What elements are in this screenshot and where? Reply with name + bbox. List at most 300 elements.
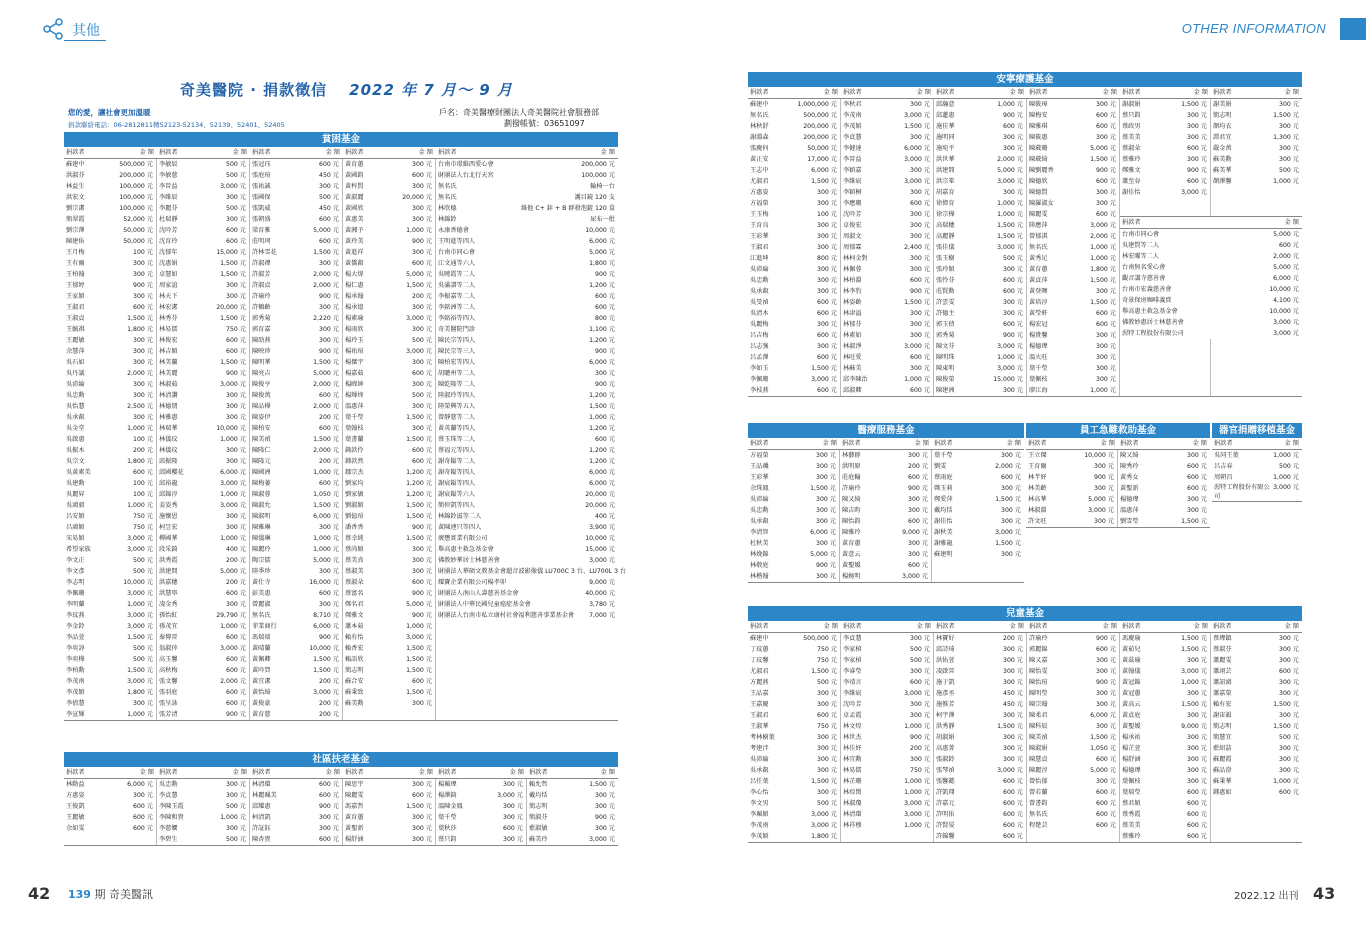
donation-amount: 450 元 <box>1003 690 1023 697</box>
donation-row <box>934 677 1026 688</box>
donation-amount: 300 元 <box>412 836 432 843</box>
section-title: 社區扶老基金 <box>64 752 618 767</box>
donation-amount: 1,500 元 <box>997 723 1023 730</box>
donation-row <box>157 610 249 621</box>
donor-name: 林儀玟 <box>159 447 178 454</box>
donor-name: 高麗靜 <box>936 233 955 240</box>
donation-amount: 300 元 <box>503 781 523 788</box>
donation-row <box>1120 143 1210 154</box>
donation-row <box>343 555 435 566</box>
donation-row <box>841 644 933 655</box>
table-body <box>748 99 1302 397</box>
donation-row <box>64 423 156 434</box>
donation-amount: 1,000 元 <box>1181 679 1207 686</box>
donation-row <box>64 577 156 588</box>
header-amount: 金 額 <box>325 149 340 156</box>
table-column <box>250 159 343 720</box>
donor-name: 劉宗澤 <box>66 227 85 234</box>
donor-name: 林淑瓊 <box>843 800 862 807</box>
donation-row <box>1026 505 1117 516</box>
donor-name: 林雅惠 <box>159 414 178 421</box>
donation-row <box>64 533 156 544</box>
donation-amount: 600 元 <box>1187 822 1207 829</box>
header-cell <box>1120 621 1211 632</box>
donation-row <box>1118 461 1210 472</box>
donor-name: 洪佑萱 <box>936 657 955 664</box>
donation-row <box>64 522 156 533</box>
donor-name: 呂安穎 <box>66 513 85 520</box>
donation-amount: 維他 C+ 鋅 + B 群發泡錠 120 盒 <box>520 205 615 212</box>
donor-name: 張祐誠 <box>252 183 271 190</box>
donation-amount: 1,000 元 <box>1090 244 1116 251</box>
donation-amount: 1,000 元 <box>127 601 153 608</box>
donation-row <box>934 99 1026 110</box>
donation-row <box>436 812 526 823</box>
donor-name: 楊澤錡 <box>438 792 457 799</box>
donor-name: 蕭詔鴻 <box>1213 679 1232 686</box>
donation-amount: 尿布一批 <box>590 216 615 223</box>
donation-row <box>932 527 1024 538</box>
donation-amount: 600 元 <box>412 458 432 465</box>
donation-amount: 300 元 <box>1003 745 1023 752</box>
donation-amount: 600 元 <box>908 562 928 569</box>
donation-amount: 900 元 <box>226 711 246 718</box>
donation-amount: 3,000 元 <box>997 244 1023 251</box>
donation-amount: 600 元 <box>1096 789 1116 796</box>
donor-name: 陳淑明 <box>252 513 271 520</box>
donation-amount: 900 元 <box>133 282 153 289</box>
donation-amount: 900 元 <box>595 348 615 355</box>
donation-amount: 1,200 元 <box>589 392 615 399</box>
donor-name: 黃貞庭 <box>1122 712 1141 719</box>
donor-name: 吳承叡 <box>750 767 769 774</box>
donation-row <box>343 390 435 401</box>
donation-row <box>934 385 1026 396</box>
donation-amount: 300 元 <box>908 551 928 558</box>
donation-row <box>250 302 342 313</box>
donation-amount: 1,000 元 <box>904 789 930 796</box>
donor-name: 謝佳怡 <box>934 518 953 525</box>
section-tag: 其他 <box>72 23 100 39</box>
donation-row <box>436 511 618 522</box>
donor-name: 無名氏 <box>438 194 457 201</box>
donation-amount: 300 元 <box>1003 646 1023 653</box>
donation-row <box>1120 284 1302 295</box>
donor-name: 林蘇美 <box>843 365 862 372</box>
donation-amount: 300 元 <box>412 216 432 223</box>
table-column <box>748 99 841 396</box>
donation-amount: 300 元 <box>1279 745 1299 752</box>
donor-name: 陳亮吉 <box>252 370 271 377</box>
donor-name: 陳明瑩 <box>1029 690 1048 697</box>
donation-row <box>1027 644 1119 655</box>
title-date: 2022 年 7 月～ 9 月 <box>349 81 513 99</box>
donation-amount: 200 元 <box>226 579 246 586</box>
donation-row <box>841 264 933 275</box>
donation-amount: 1,000 元 <box>997 200 1023 207</box>
donation-row <box>343 335 435 346</box>
donation-amount: 300 元 <box>816 507 836 514</box>
donation-row <box>1120 710 1210 721</box>
donor-name: 李敏慈 <box>159 172 178 179</box>
donor-name: 李陳和貴 <box>159 814 184 821</box>
donation-row <box>1120 798 1210 809</box>
donor-name: 謝宸鎰等四人 <box>438 480 476 487</box>
donation-amount: 1,000 元 <box>997 354 1023 361</box>
donation-amount: 300 元 <box>503 803 523 810</box>
donation-amount: 750 元 <box>133 524 153 531</box>
donation-row <box>250 335 342 346</box>
donation-amount: 1,500 元 <box>1181 646 1207 653</box>
donation-row <box>64 489 156 500</box>
donation-row <box>748 571 839 582</box>
header-cell <box>1120 87 1211 98</box>
table-column <box>748 633 841 842</box>
donation-amount: 1,500 元 <box>406 656 432 663</box>
donation-row <box>841 787 933 798</box>
donation-amount: 1,500 元 <box>220 359 246 366</box>
donation-amount: 600 元 <box>595 436 615 443</box>
donation-amount: 600 元 <box>226 634 246 641</box>
donation-amount: 600 元 <box>817 387 837 394</box>
donor-name: 嚴金萬 <box>1213 145 1232 152</box>
donor-name: 黃宜潔 <box>252 678 271 685</box>
donor-name: 陳劭燕 <box>252 337 271 344</box>
donor-name: 黃國鈞 <box>345 172 364 179</box>
donation-amount: 600 元 <box>1003 833 1023 840</box>
donation-row <box>1027 699 1119 710</box>
donation-amount: 600 元 <box>133 304 153 311</box>
donation-row <box>1120 732 1210 743</box>
donation-amount: 500 元 <box>412 337 432 344</box>
donation-row <box>64 357 156 368</box>
donor-name: 孫怡虹 <box>159 612 178 619</box>
donor-name: 張玲穎 <box>936 266 955 273</box>
donation-amount: 300 元 <box>412 359 432 366</box>
donation-amount: 600 元 <box>226 238 246 245</box>
donation-amount: 300 元 <box>1003 134 1023 141</box>
donation-row <box>1027 198 1119 209</box>
donation-row <box>1027 688 1119 699</box>
donation-amount: 600 元 <box>319 392 339 399</box>
donation-amount: 300 元 <box>910 310 930 317</box>
donation-row <box>436 247 618 258</box>
donation-amount: 5,000 元 <box>406 601 432 608</box>
donor-name: 黃茹兒 <box>1122 646 1141 653</box>
donation-row <box>1120 328 1302 339</box>
donor-name: 蔡福元等四人 <box>438 447 476 454</box>
header-amount: 金 額 <box>600 149 615 156</box>
donor-name: 邱錦淳 <box>159 491 178 498</box>
donor-name: 黃聖媛 <box>842 562 861 569</box>
donation-amount: 1,000 元 <box>1273 474 1299 481</box>
donation-amount: 300 元 <box>1187 767 1207 774</box>
donor-name: 賴有宏 <box>1213 701 1232 708</box>
donor-name: 林芷珊 <box>843 778 862 785</box>
donation-row <box>64 588 156 599</box>
donation-row <box>157 621 249 632</box>
donation-row <box>841 330 933 341</box>
donation-amount: 300 元 <box>319 601 339 608</box>
donation-amount: 1,000 元 <box>127 711 153 718</box>
header-donor: 捐款者 <box>252 769 271 776</box>
donation-amount: 300 元 <box>133 381 153 388</box>
donor-name: 陳民宗等四人 <box>438 337 476 344</box>
donation-row <box>1027 154 1119 165</box>
donor-name: 潘香香 <box>345 524 364 531</box>
header-cell <box>1212 438 1302 449</box>
donation-row <box>157 247 249 258</box>
donor-name: 譚君宜 <box>1213 134 1232 141</box>
donation-amount: 900 元 <box>1094 474 1114 481</box>
donation-row <box>157 313 249 324</box>
donation-amount: 17,000 元 <box>807 156 837 163</box>
donation-row <box>436 379 618 390</box>
donation-amount: 300 元 <box>910 701 930 708</box>
donation-row <box>64 390 156 401</box>
donation-row <box>343 247 435 258</box>
table-column <box>1120 633 1211 842</box>
donation-amount: 1,000 元 <box>220 436 246 443</box>
donation-amount: 300 元 <box>910 668 930 675</box>
donation-row <box>841 198 933 209</box>
donor-name: 林芊妤 <box>1028 474 1047 481</box>
donation-amount: 300 元 <box>595 803 615 810</box>
donor-name: 陳又嘉 <box>1029 657 1048 664</box>
donation-row <box>748 209 840 220</box>
donation-amount: 1,200 元 <box>589 425 615 432</box>
donation-amount: 3,000 元 <box>997 767 1023 774</box>
donor-name: 李穎嘉 <box>843 167 862 174</box>
donor-name: 黃瑩軒 <box>1029 310 1048 317</box>
donation-row <box>157 632 249 643</box>
donation-row <box>1027 176 1119 187</box>
donation-amount: 6,000 元 <box>313 623 339 630</box>
donor-name: 李珮穎 <box>750 811 769 818</box>
donation-amount: 500 元 <box>1003 255 1023 262</box>
donation-row <box>748 461 839 472</box>
donation-amount: 300 元 <box>817 789 837 796</box>
donation-amount: 300 元 <box>1187 734 1207 741</box>
donor-name: 陳柏宏等四人 <box>438 359 476 366</box>
donation-row <box>343 291 435 302</box>
donor-name: 王品嘉 <box>750 690 769 697</box>
donation-row <box>841 352 933 363</box>
donation-row <box>934 209 1026 220</box>
donation-amount: 600 元 <box>1096 211 1116 218</box>
donation-amount: 500,000 元 <box>119 161 153 168</box>
donor-name: 許瑜玲 <box>842 485 861 492</box>
donor-name: 胡淑娟 <box>936 734 955 741</box>
header-cell <box>343 767 436 778</box>
donation-amount: 900 元 <box>412 524 432 531</box>
donor-name: 林宏潔 <box>159 304 178 311</box>
donation-amount: 300 元 <box>319 825 339 832</box>
donation-row <box>64 555 156 566</box>
donation-row <box>748 798 840 809</box>
donor-name: 王有爾 <box>66 260 85 267</box>
donor-name: 楊玲玉 <box>345 337 364 344</box>
donation-row <box>1027 385 1119 396</box>
donation-row <box>1027 732 1119 743</box>
donation-amount: 100 元 <box>133 480 153 487</box>
donation-amount: 2,000 元 <box>313 381 339 388</box>
donor-name: 余慧萍 <box>66 348 85 355</box>
donor-name: 黃翰儀 <box>1122 668 1141 675</box>
donation-row <box>250 247 342 258</box>
donor-name: 葉秋莎 <box>438 825 457 832</box>
donation-amount: 300 元 <box>817 767 837 774</box>
donation-row <box>1120 317 1302 328</box>
donation-amount: 600 元 <box>1187 800 1207 807</box>
donation-amount: 600 元 <box>1003 822 1023 829</box>
donor-name: 李敏辰 <box>159 161 178 168</box>
donation-amount: 3,000 元 <box>127 612 153 619</box>
donation-row <box>64 236 156 247</box>
donation-row <box>250 654 342 665</box>
donation-row <box>841 710 933 721</box>
donation-row <box>1120 262 1302 273</box>
donor-name: 楊嘉茹 <box>345 370 364 377</box>
donor-name: 李家楨 <box>843 657 862 664</box>
donation-amount: 750 元 <box>910 767 930 774</box>
donation-amount: 300 元 <box>908 540 928 547</box>
donor-name: 楊德瑋 <box>1029 343 1048 350</box>
donation-row <box>436 335 618 346</box>
donation-row <box>250 676 342 687</box>
group-donors <box>1120 216 1302 339</box>
donor-name: 洪秀靜 <box>936 723 955 730</box>
donation-row <box>934 242 1026 253</box>
donation-row <box>748 666 840 677</box>
donation-row <box>1027 319 1119 330</box>
donor-name: 邱振隆 <box>159 458 178 465</box>
header-amount: 金 額 <box>1100 440 1115 447</box>
donation-row <box>1027 363 1119 374</box>
header-amount: 金 額 <box>1193 623 1208 630</box>
donor-name: 周淑文 <box>843 233 862 240</box>
donation-amount: 300 元 <box>1096 354 1116 361</box>
donation-amount: 2,400 元 <box>904 244 930 251</box>
donor-name: 梁育雅 <box>252 227 271 234</box>
header-cell <box>748 621 841 632</box>
donation-amount: 600 元 <box>1096 800 1116 807</box>
donation-row <box>527 823 618 834</box>
donation-amount: 800 元 <box>817 255 837 262</box>
donation-amount: 200 元 <box>319 414 339 421</box>
donation-amount: 1,000 元 <box>313 546 339 553</box>
donor-name: 陳俊亨 <box>252 381 271 388</box>
donor-name: 洪宗峯 <box>936 178 955 185</box>
donation-amount: 300 元 <box>1279 145 1299 152</box>
donor-name: 陳羅淑女 <box>1029 200 1054 207</box>
donation-row <box>1211 710 1302 721</box>
donation-amount: 750 元 <box>226 326 246 333</box>
donation-row <box>250 812 342 823</box>
donation-amount: 300 元 <box>226 392 246 399</box>
header-cell <box>1027 87 1120 98</box>
donation-amount: 600 元 <box>1003 321 1023 328</box>
donor-name: 陳美禎 <box>1029 734 1048 741</box>
donation-amount: 300 元 <box>1187 657 1207 664</box>
donation-amount: 1,500 元 <box>811 178 837 185</box>
header-amount: 金 額 <box>1006 440 1021 447</box>
donation-row <box>343 588 435 599</box>
donation-amount: 300 元 <box>1003 679 1023 686</box>
donor-name: 杜瑞靜 <box>159 216 178 223</box>
donor-name: 王淑君 <box>750 712 769 719</box>
donation-row <box>1211 732 1302 743</box>
donation-row <box>250 390 342 401</box>
donation-amount: 300 元 <box>817 690 837 697</box>
donation-row <box>64 687 156 698</box>
header-amount: 金 額 <box>600 769 615 776</box>
donation-row <box>932 516 1024 527</box>
donation-amount: 300 元 <box>1094 518 1114 525</box>
donor-name: 蔡淑朵 <box>1122 145 1141 152</box>
donation-amount: 1,500 元 <box>313 656 339 663</box>
donor-name: 陳德欣 <box>1029 178 1048 185</box>
donation-row <box>157 555 249 566</box>
donation-row <box>250 434 342 445</box>
donor-name: 陳美禎 <box>252 436 271 443</box>
donation-amount: 1,000 元 <box>220 623 246 630</box>
donor-name: 陳麗雯 <box>345 792 364 799</box>
donation-row <box>841 374 933 385</box>
header-amount: 金 額 <box>418 149 433 156</box>
donation-row <box>1027 677 1119 688</box>
donation-amount: 20,000 元 <box>585 502 615 509</box>
donation-amount: 300 元 <box>1187 745 1207 752</box>
donation-amount: 50,000 元 <box>123 227 153 234</box>
donation-amount: 10,000 元 <box>1269 308 1299 315</box>
donation-row <box>343 192 435 203</box>
donation-amount: 3,000 元 <box>589 557 615 564</box>
donor-name: 吳滿譜等二人 <box>438 282 476 289</box>
donation-amount: 300 元 <box>910 321 930 328</box>
table-column <box>527 779 618 845</box>
donation-row <box>934 231 1026 242</box>
donor-name: 黃吟賀 <box>252 667 271 674</box>
donation-row <box>343 801 435 812</box>
donation-amount: 10,000 元 <box>585 535 615 542</box>
donation-amount: 900 元 <box>319 634 339 641</box>
donation-row <box>343 368 435 379</box>
donation-amount: 600 元 <box>412 678 432 685</box>
section-title: 兒童基金 <box>748 606 1302 621</box>
donation-row <box>343 445 435 456</box>
donor-name: 江進坤 <box>750 255 769 262</box>
donation-amount: 600 元 <box>1001 474 1021 481</box>
donation-amount: 1,500 元 <box>589 781 615 788</box>
donation-row <box>934 776 1026 787</box>
table-column <box>932 450 1024 582</box>
donation-row <box>934 143 1026 154</box>
donation-amount: 1,500 元 <box>589 403 615 410</box>
donation-row <box>64 812 156 823</box>
donor-name: 葉佩枝 <box>1122 778 1141 785</box>
donor-name: 蘇建中 <box>750 635 769 642</box>
donation-row <box>157 258 249 269</box>
donation-amount: 1,500 元 <box>995 496 1021 503</box>
donation-amount: 3,000 元 <box>406 348 432 355</box>
header-amount: 金 額 <box>1102 623 1117 630</box>
donor-name: 謝宙韻 <box>1213 712 1232 719</box>
donation-row <box>64 445 156 456</box>
donor-name: 無名氏 <box>438 183 457 190</box>
donation-amount: 900 元 <box>910 734 930 741</box>
donation-amount: 450 元 <box>319 205 339 212</box>
